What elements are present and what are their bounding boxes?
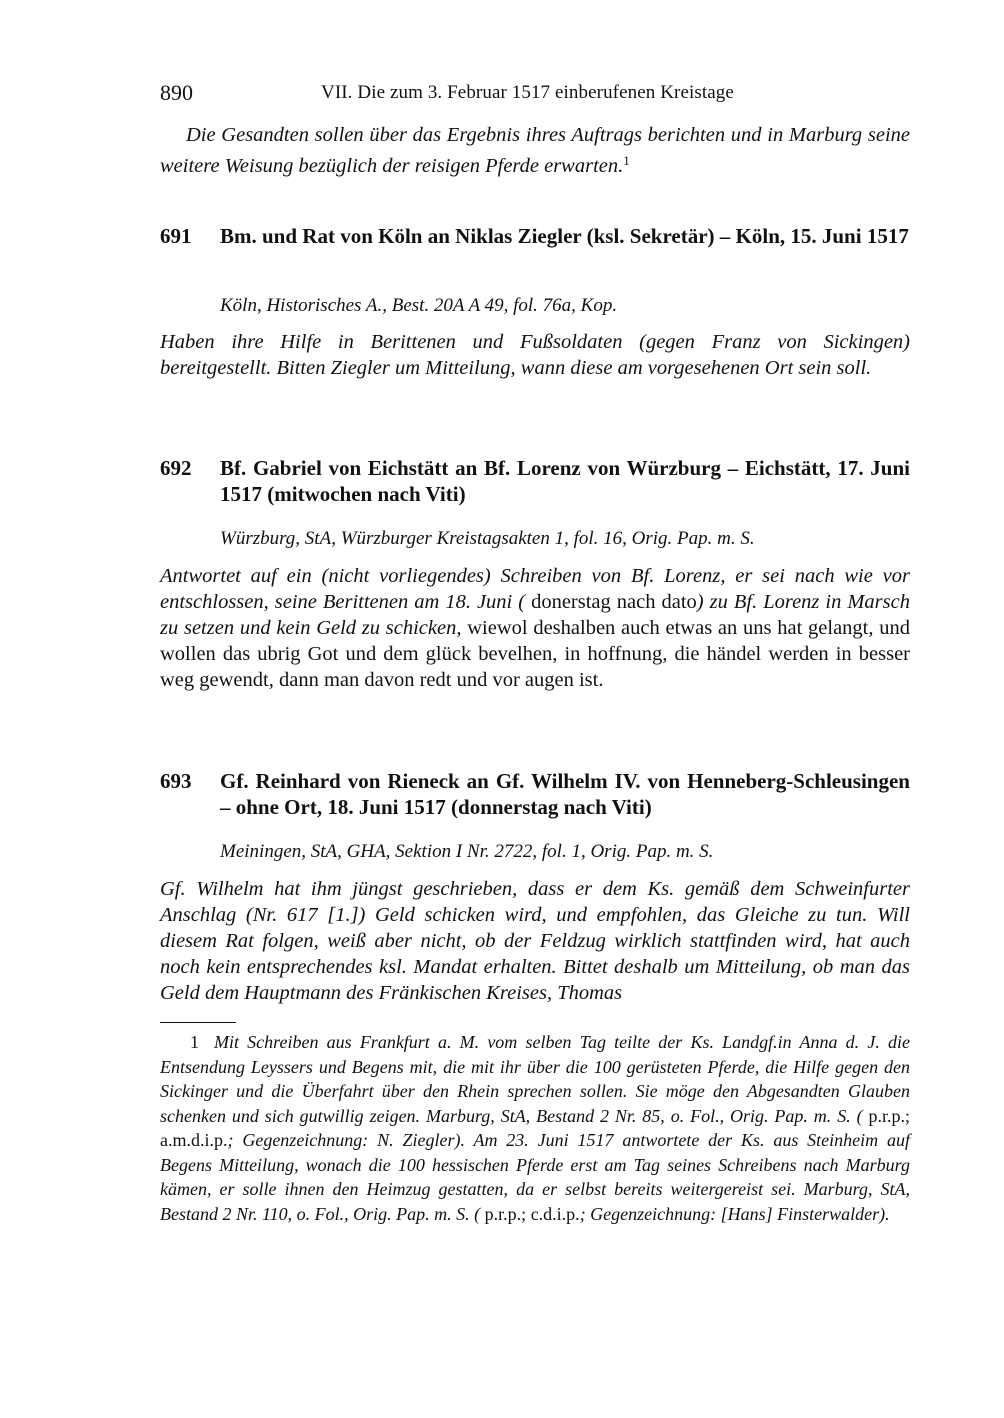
footnote-rule [160, 1022, 236, 1023]
entry-692-heading [160, 455, 910, 507]
running-head [160, 80, 910, 110]
intro-text: Die Gesandten sollen über das Ergebnis ihres Auftrags berichten und in Marburg seine weitere Weisung bezüglich der reisigen Pferde erwarten. [160, 124, 910, 177]
footnote-text: ; Gegenzeichnung: [Hans] Finsterwalder). [579, 1203, 890, 1224]
footnote-reference: 1 [623, 153, 630, 168]
entry-693-source: Meiningen, StA, GHA, Sektion I Nr. 2722, fol. 1, Orig. Pap. m. S. [220, 841, 714, 862]
entry-693-heading [160, 768, 910, 820]
footnote [160, 1030, 910, 1226]
entry-number: 692 [160, 456, 192, 480]
quoted-source-text: a.m.d.i.p. [160, 1130, 228, 1150]
intro-paragraph [160, 122, 910, 179]
quoted-source-text: p.r.p.; [862, 1105, 910, 1126]
page-number: 890 [160, 80, 193, 105]
entry-692-source: Würzburg, StA, Würzburger Kreistagsakten 1, fol. 16, Orig. Pap. m. S. [220, 528, 755, 549]
entry-691-source: Köln, Historisches A., Best. 20A A 49, fol. 76a, Kop. [220, 295, 618, 316]
entry-number: 691 [160, 224, 192, 248]
body-text: ) zu Bf. Lorenz in Marsch zu setzen und kein Geld zu schicken, [160, 591, 910, 639]
quoted-source-text: p.r.p.; [480, 1203, 527, 1224]
entry-692-body [160, 563, 910, 693]
running-title: VII. Die zum 3. Februar 1517 einberufenen Kreistage [321, 82, 734, 103]
quoted-source-text: c.d.i.p. [530, 1203, 580, 1224]
footnote-text: Mit Schreiben aus Frankfurt a. M. vom selben Tag teilte der Ks. Landgf.in Anna d. J. die Entsendung Leyssers und Begens mit, die mit ihr über die 100 gerüsteten Pferde, die Hilfe gegen den Sickinger und die Überfahrt über den Rhein sprechen sollen. Sie möge den Abgesandten Glauben schenken und sich gutwillig zeigen. Marburg, StA, Bestand 2 Nr. 85, o. Fol., Orig. Pap. m. S. ( [160, 1032, 910, 1126]
quoted-source-text: donerstag nach dato [525, 591, 697, 613]
entry-693-body: Gf. Wilhelm hat ihm jüngst geschrieben, dass er dem Ks. gemäß dem Schweinfurter Anschlag (Nr. 617 [1.]) Geld schicken wird, und empfohlen, das Gleiche zu tun. Will diesem Rat folgen, weiß aber nicht, ob der Feldzug wirklich stattfinden wird, hat auch noch kein entsprechendes ksl. Mandat erhalten. Bittet deshalb um Mitteilung, ob man das Geld dem Hauptmann des Fränkischen Kreises, Thomas [160, 878, 910, 1004]
body-text: Antwortet auf ein (nicht vorliegendes) Schreiben von Bf. Lorenz, er sei nach wie vor entschlossen, seine Berittenen am 18. Juni ( [160, 565, 910, 613]
entry-title: Bf. Gabriel von Eichstätt an Bf. Lorenz von Würzburg – Eichstätt, 17. Juni 1517 (mitwochen nach Viti) [220, 456, 910, 506]
entry-691-body: Haben ihre Hilfe in Berittenen und Fußsoldaten (gegen Franz von Sickingen) bereitgestellt. Bitten Ziegler um Mitteilung, wann diese am vorgesehenen Ort sein soll. [160, 331, 910, 379]
quoted-source-text: wiewol deshalben auch etwas an uns hat gelangt, und wollen das ubrig Got und dem glück bevelhen, in hoffnung, die händel werden in besser weg gewendt, dann man davon redt und vor augen ist. [160, 617, 910, 691]
footnote-marker: 1 [190, 1032, 199, 1052]
entry-number: 693 [160, 769, 192, 793]
entry-title: Bm. und Rat von Köln an Niklas Ziegler (ksl. Sekretär) – Köln, 15. Juni 1517 [220, 224, 909, 248]
entry-691-heading [160, 223, 910, 249]
footnote-text: ; Gegenzeichnung: N. Ziegler). Am 23. Juni 1517 antwortete der Ks. aus Steinheim auf Begens Mitteilung, wonach die 100 hessischen Pferde erst am Tag seines Schreibens nach Marburg kämen, er solle ihnen den Heimzug gestatten, da er selbst bereits weitergereist sei. Marburg, StA, Bestand 2 Nr. 110, o. Fol., Orig. Pap. m. S. ( [160, 1130, 910, 1224]
entry-title: Gf. Reinhard von Rieneck an Gf. Wilhelm IV. von Henneberg-Schleusingen – ohne Ort, 18. Juni 1517 (donnerstag nach Viti) [220, 769, 910, 819]
